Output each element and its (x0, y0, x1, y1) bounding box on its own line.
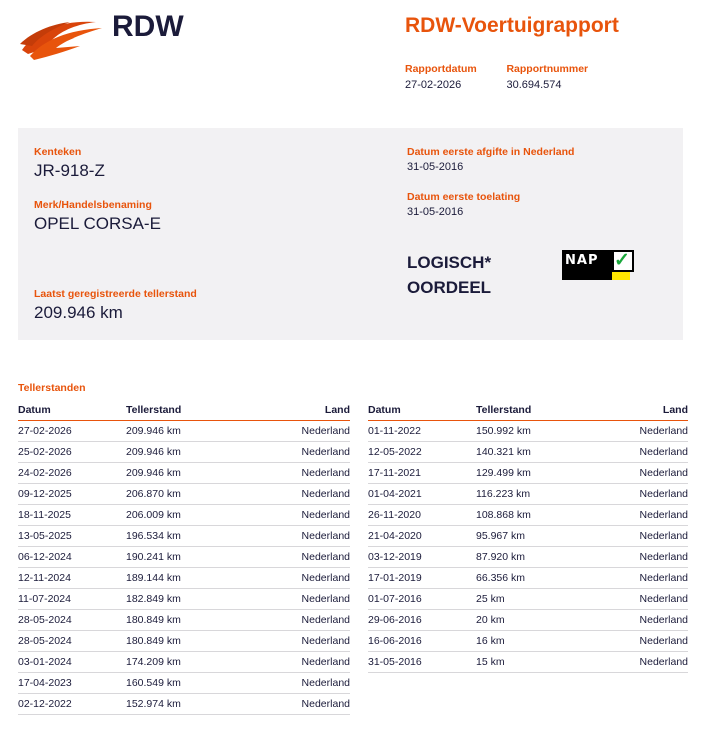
cell-reading: 206.009 km (126, 505, 256, 526)
cell-date: 11-07-2024 (18, 589, 126, 610)
cell-country: Nederland (256, 568, 350, 589)
nap-label: NAP (565, 253, 599, 268)
last-odometer-block (34, 288, 394, 341)
cell-country: Nederland (256, 547, 350, 568)
cell-country: Nederland (256, 694, 350, 715)
cell-date: 03-12-2019 (368, 547, 476, 568)
cell-date: 03-01-2024 (18, 652, 126, 673)
report-meta-item (506, 62, 588, 94)
table-row (368, 652, 688, 673)
table-header-row (18, 404, 350, 421)
table-row (18, 694, 350, 715)
nap-logo-icon (562, 250, 638, 280)
page-title: RDW-Voertuigrapport (405, 14, 619, 37)
cell-country: Nederland (256, 673, 350, 694)
cell-reading: 209.946 km (126, 421, 256, 442)
cell-country: Nederland (606, 526, 688, 547)
licence-plate-value: JR-918-Z (34, 161, 105, 180)
odometer-readings-section (18, 382, 688, 710)
cell-reading: 108.868 km (476, 505, 606, 526)
cell-country: Nederland (256, 484, 350, 505)
cell-country: Nederland (256, 631, 350, 652)
first-admission-label: Datum eerste toelating (407, 191, 521, 203)
column-header-reading: Tellerstand (126, 404, 256, 421)
make-model-label: Merk/Handelsbenaming (34, 199, 152, 211)
cell-date: 01-04-2021 (368, 484, 476, 505)
cell-reading: 20 km (476, 610, 606, 631)
make-model-value: OPEL CORSA-E (34, 214, 161, 233)
rdw-flame-logo-icon (18, 14, 114, 64)
table-row (368, 631, 688, 652)
cell-country: Nederland (256, 463, 350, 484)
table-row (18, 526, 350, 547)
cell-date: 01-07-2016 (368, 589, 476, 610)
cell-reading: 190.241 km (126, 547, 256, 568)
table-row (18, 547, 350, 568)
cell-date: 18-11-2025 (18, 505, 126, 526)
cell-country: Nederland (606, 463, 688, 484)
verdict-block (407, 250, 491, 300)
cell-reading: 174.209 km (126, 652, 256, 673)
cell-reading: 129.499 km (476, 463, 606, 484)
column-header-reading: Tellerstand (476, 404, 606, 421)
table-row (368, 526, 688, 547)
cell-reading: 209.946 km (126, 442, 256, 463)
cell-date: 24-02-2026 (18, 463, 126, 484)
table-row (18, 484, 350, 505)
cell-country: Nederland (606, 652, 688, 673)
odometer-readings-title: Tellerstanden (18, 382, 86, 394)
report-number-label: Rapportnummer (506, 63, 589, 75)
cell-date: 16-06-2016 (368, 631, 476, 652)
cell-country: Nederland (606, 484, 688, 505)
brand-title: RDW (112, 10, 184, 43)
table-row (18, 673, 350, 694)
first-issue-nl-label: Datum eerste afgifte in Nederland (407, 146, 575, 158)
table-row (368, 568, 688, 589)
cell-reading: 182.849 km (126, 589, 256, 610)
cell-reading: 196.534 km (126, 526, 256, 547)
cell-reading: 152.974 km (126, 694, 256, 715)
odometer-rows-right (368, 421, 688, 673)
table-row (18, 421, 350, 442)
cell-country: Nederland (256, 652, 350, 673)
cell-reading: 180.849 km (126, 610, 256, 631)
cell-country: Nederland (256, 442, 350, 463)
cell-date: 17-01-2019 (368, 568, 476, 589)
cell-reading: 16 km (476, 631, 606, 652)
cell-reading: 180.849 km (126, 631, 256, 652)
cell-country: Nederland (256, 589, 350, 610)
table-row (18, 610, 350, 631)
vehicle-summary-panel (18, 128, 683, 340)
cell-date: 27-02-2026 (18, 421, 126, 442)
table-row (368, 442, 688, 463)
column-header-country: Land (256, 404, 350, 421)
report-meta (405, 62, 695, 94)
odometer-table-right (368, 404, 688, 673)
cell-date: 29-06-2016 (368, 610, 476, 631)
cell-country: Nederland (256, 526, 350, 547)
table-row (368, 610, 688, 631)
vehicle-identity-block (34, 146, 394, 252)
cell-reading: 66.356 km (476, 568, 606, 589)
column-header-date: Datum (368, 404, 476, 421)
cell-country: Nederland (606, 547, 688, 568)
cell-country: Nederland (606, 505, 688, 526)
report-header (0, 0, 703, 112)
verdict-line-2: OORDEEL (407, 278, 492, 297)
cell-date: 31-05-2016 (368, 652, 476, 673)
report-meta-item (405, 62, 502, 94)
cell-date: 12-11-2024 (18, 568, 126, 589)
cell-country: Nederland (606, 421, 688, 442)
cell-date: 21-04-2020 (368, 526, 476, 547)
cell-date: 06-12-2024 (18, 547, 126, 568)
table-row (368, 484, 688, 505)
table-row (368, 589, 688, 610)
cell-date: 26-11-2020 (368, 505, 476, 526)
last-odometer-label: Laatst geregistreerde tellerstand (34, 288, 197, 300)
first-admission-value: 31-05-2016 (407, 206, 464, 218)
cell-reading: 160.549 km (126, 673, 256, 694)
cell-date: 12-05-2022 (368, 442, 476, 463)
table-row (18, 568, 350, 589)
vehicle-dates-block (407, 146, 677, 236)
table-row (368, 463, 688, 484)
cell-date: 13-05-2025 (18, 526, 126, 547)
cell-reading: 150.992 km (476, 421, 606, 442)
cell-country: Nederland (256, 610, 350, 631)
table-row (18, 463, 350, 484)
cell-date: 09-12-2025 (18, 484, 126, 505)
cell-date: 17-04-2023 (18, 673, 126, 694)
table-row (368, 505, 688, 526)
cell-date: 28-05-2024 (18, 631, 126, 652)
cell-date: 02-12-2022 (18, 694, 126, 715)
column-header-date: Datum (18, 404, 126, 421)
verdict-line-1: LOGISCH* (407, 253, 492, 272)
cell-country: Nederland (606, 568, 688, 589)
odometer-table-left (18, 404, 350, 715)
cell-reading: 209.946 km (126, 463, 256, 484)
table-row (368, 547, 688, 568)
column-header-country: Land (606, 404, 688, 421)
cell-reading: 87.920 km (476, 547, 606, 568)
cell-date: 28-05-2024 (18, 610, 126, 631)
cell-reading: 189.144 km (126, 568, 256, 589)
cell-country: Nederland (256, 505, 350, 526)
cell-reading: 95.967 km (476, 526, 606, 547)
table-header-row (368, 404, 688, 421)
table-row (18, 589, 350, 610)
licence-plate-label: Kenteken (34, 146, 82, 158)
report-number-value: 30.694.574 (506, 79, 562, 91)
table-row (18, 631, 350, 652)
cell-date: 25-02-2026 (18, 442, 126, 463)
report-date-value: 27-02-2026 (405, 79, 462, 91)
nap-check-icon: ✓ (614, 250, 630, 271)
cell-reading: 15 km (476, 652, 606, 673)
odometer-rows-left (18, 421, 350, 715)
cell-reading: 140.321 km (476, 442, 606, 463)
cell-date: 01-11-2022 (368, 421, 476, 442)
cell-date: 17-11-2021 (368, 463, 476, 484)
table-row (18, 505, 350, 526)
table-row (18, 442, 350, 463)
cell-reading: 116.223 km (476, 484, 606, 505)
table-row (18, 652, 350, 673)
cell-country: Nederland (606, 589, 688, 610)
first-issue-nl-value: 31-05-2016 (407, 161, 464, 173)
table-row (368, 421, 688, 442)
cell-country: Nederland (256, 421, 350, 442)
last-odometer-value: 209.946 km (34, 303, 123, 322)
report-date-label: Rapportdatum (405, 63, 477, 75)
cell-reading: 25 km (476, 589, 606, 610)
cell-country: Nederland (606, 442, 688, 463)
cell-country: Nederland (606, 631, 688, 652)
cell-reading: 206.870 km (126, 484, 256, 505)
cell-country: Nederland (606, 610, 688, 631)
